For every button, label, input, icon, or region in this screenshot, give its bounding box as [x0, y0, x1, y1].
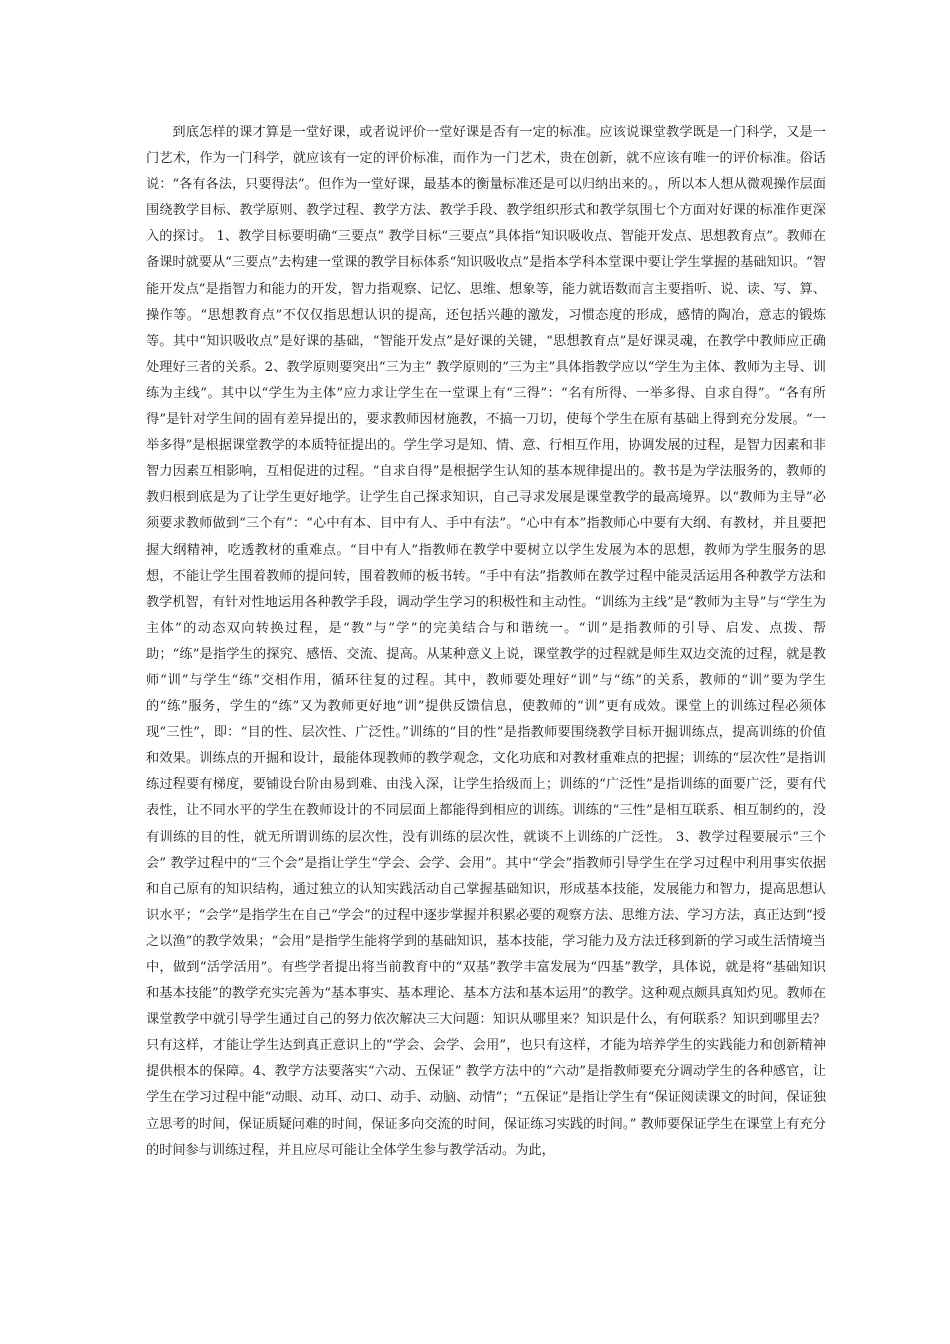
- document-body: [146, 120, 826, 1164]
- body-paragraph: 到底怎样的课才算是一堂好课，或者说评价一堂好课是否有一定的标准。应该说课堂教学既是一门科学，又是一门艺术，作为一门科学，就应该有一定的评价标准，而作为一门艺术，贵在创新，就不应该有唯一的评价标准。俗话说：“各有各法，只要得法”。但作为一堂好课，最基本的衡量标准还是可以归纳出来的。，所以本人想从微观操作层面围绕教学目标、教学原则、教学过程、教学方法、教学手段、教学组织形式和教学氛围七个方面对好课的标准作更深入的探讨。 1、教学目标要明确“三要点” 教学目标“三要点”具体指“知识吸收点、智能开发点、思想教育点”。教师在备课时就要从“三要点”去构建一堂课的教学目标体系“知识吸收点”是指本学科本堂课中要让学生掌握的基础知识。“智能开发点”是指智力和能力的开发，智力指观察、记忆、思维、想象等，能力就语数而言主要指听、说、读、写、算、操作等。“思想教育点”不仅仅指思想认识的提高，还包括兴趣的激发，习惯态度的形成，感情的陶冶，意志的锻炼等。其中“知识吸收点”是好课的基础，“智能开发点”是好课的关键，“思想教育点”是好课灵魂，在教学中教师应正确处理好三者的关系。2、教学原则要突出“三为主” 教学原则的“三为主”具体指教学应以“学生为主体、教师为主导、训练为主线”。其中以“学生为主体”应力求让学生在一堂课上有“三得”：“名有所得、一举多得、自求自得”。“各有所得”是针对学生间的固有差异提出的，要求教师因材施教，不搞一刀切，使每个学生在原有基础上得到充分发展。“一举多得”是根据课堂教学的本质特征提出的。学生学习是知、情、意、行相互作用，协调发展的过程，是智力因素和非智力因素互相影响，互相促进的过程。“自求自得”是根据学生认知的基本规律提出的。教书是为学法服务的，教师的教归根到底是为了让学生更好地学。让学生自己探求知识，自己寻求发展是课堂教学的最高境界。以“教师为主导”必须要求教师做到“三个有”：“心中有本、目中有人、手中有法”。“心中有本”指教师心中要有大纲、有教材，并且要把握大纲精神，吃透教材的重难点。“目中有人”指教师在教学中要树立以学生发展为本的思想，教师为学生服务的思想，不能让学生围着教师的提问转，围着教师的板书转。“手中有法”指教师在教学过程中能灵活运用各种教学方法和教学机智，有针对性地运用各种教学手段，调动学生学习的积极性和主动性。“训练为主线”是“教师为主导”与“学生为主体”的动态双向转换过程，是“教”与“学”的完美结合与和谐统一。“训”是指教师的引导、启发、点拨、帮助；“练”是指学生的探究、感悟、交流、提高。从某种意义上说，课堂教学的过程就是师生双边交流的过程，就是教师“训”与学生“练”交相作用，循环往复的过程。其中，教师要处理好“训”与“练”的关系，教师的“训”要为学生的“练”服务，学生的“练”又为教师更好地“训”提供反馈信息，使教师的“训”更有成效。课堂上的训练过程必须体现“三性”，即：“目的性、层次性、广泛性。”训练的“目的性”是指教师要围绕教学目标开掘训练点，提高训练的价值和效果。训练点的开掘和设计，最能体现教师的教学观念，文化功底和对教材重难点的把握；训练的“层次性”是指训练过程要有梯度，要铺设台阶由易到难、由浅入深，让学生拾级而上；训练的“广泛性”是指训练的面要广泛，要有代表性，让不同水平的学生在教师设计的不同层面上都能得到相应的训练。训练的“三性”是相互联系、相互制约的，没有训练的目的性，就无所谓训练的层次性，没有训练的层次性，就谈不上训练的广泛性。 3、教学过程要展示“三个会” 教学过程中的“三个会”是指让学生“学会、会学、会用”。其中“学会”指教师引导学生在学习过程中利用事实依据和自己原有的知识结构，通过独立的认知实践活动自己掌握基础知识，形成基本技能，发展能力和智力，提高思想认识水平；“会学”是指学生在自己“学会”的过程中逐步掌握并积累必要的观察方法、思维方法、学习方法，真正达到“授之以渔”的教学效果；“会用”是指学生能将学到的基础知识，基本技能，学习能力及方法迁移到新的学习或生活情境当中，做到“活学活用”。有些学者提出将当前教育中的“双基”教学丰富发展为“四基”教学，具体说，就是将“基础知识和基本技能”的教学充实完善为“基本事实、基本理论、基本方法和基本运用”的教学。这种观点颇具真知灼见。教师在课堂教学中就引导学生通过自己的努力依次解决三大问题：知识从哪里来？知识是什么，有何联系？知识到哪里去？只有这样，才能让学生达到真正意识上的“学会、会学、会用”，也只有这样，才能为培养学生的实践能力和创新精神提供根本的保障。4、教学方法要落实“六动、五保证” 教学方法中的“六动”是指教师要充分调动学生的各种感官，让学生在学习过程中能“动眼、动耳、动口、动手、动脑、动情”；“五保证”是指让学生有“保证阅读课文的时间，保证独立思考的时间，保证质疑问难的时间，保证多向交流的时间，保证练习实践的时间。” 教师要保证学生在课堂上有充分的时间参与训练过程，并且应尽可能让全体学生参与教学活动。为此，: [146, 125, 826, 1158]
